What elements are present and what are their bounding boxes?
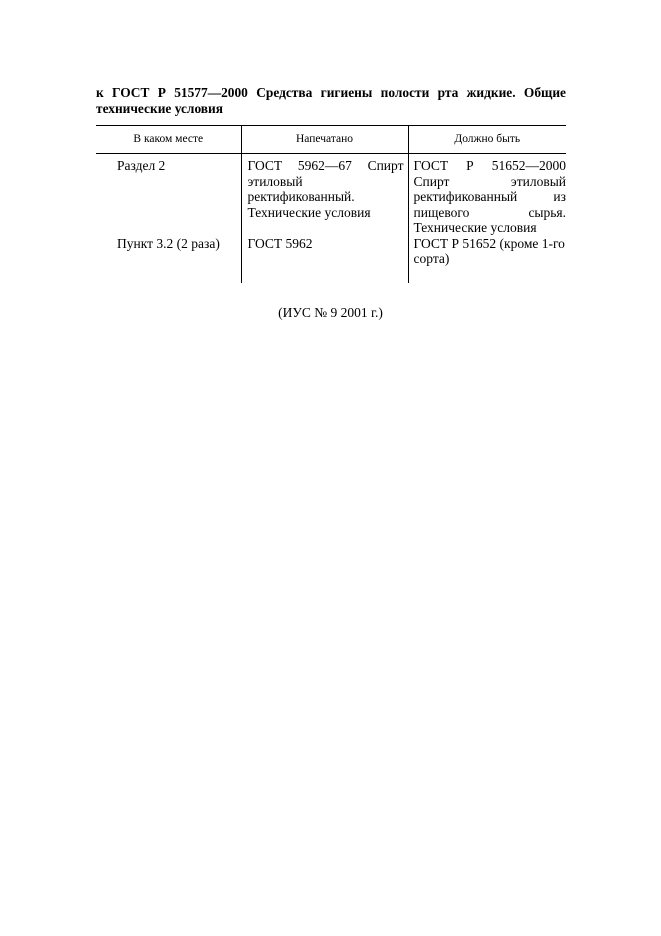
column-header-should-be: Должно быть: [408, 126, 566, 154]
cell-place: Пункт 3.2 (2 раза): [117, 235, 220, 251]
cell-should-be: ГОСТ Р 51652—2000 Спирт этиловый ректификованный из пищевого сырья. Технические условия: [408, 154, 566, 236]
column-header-place: В каком месте: [96, 126, 241, 154]
corrections-table: [96, 125, 566, 283]
cell-printed: ГОСТ 5962: [241, 236, 408, 283]
table-header-row: [96, 126, 566, 154]
publication-reference: (ИУС № 9 2001 г.): [278, 305, 383, 320]
document-title: к ГОСТ Р 51577—2000 Средства гигиены полости рта жидкие. Общие технические условия: [96, 85, 566, 116]
cell-printed: ГОСТ 5962—67 Спирт этиловый ректификованный. Технические условия: [241, 154, 408, 236]
cell-place: Раздел 2: [117, 158, 166, 173]
cell-should-be: ГОСТ Р 51652 (кроме 1-го сорта): [408, 236, 566, 283]
table-row: [96, 236, 566, 283]
column-header-printed: Напечатано: [241, 126, 408, 154]
table-row: [96, 154, 566, 236]
